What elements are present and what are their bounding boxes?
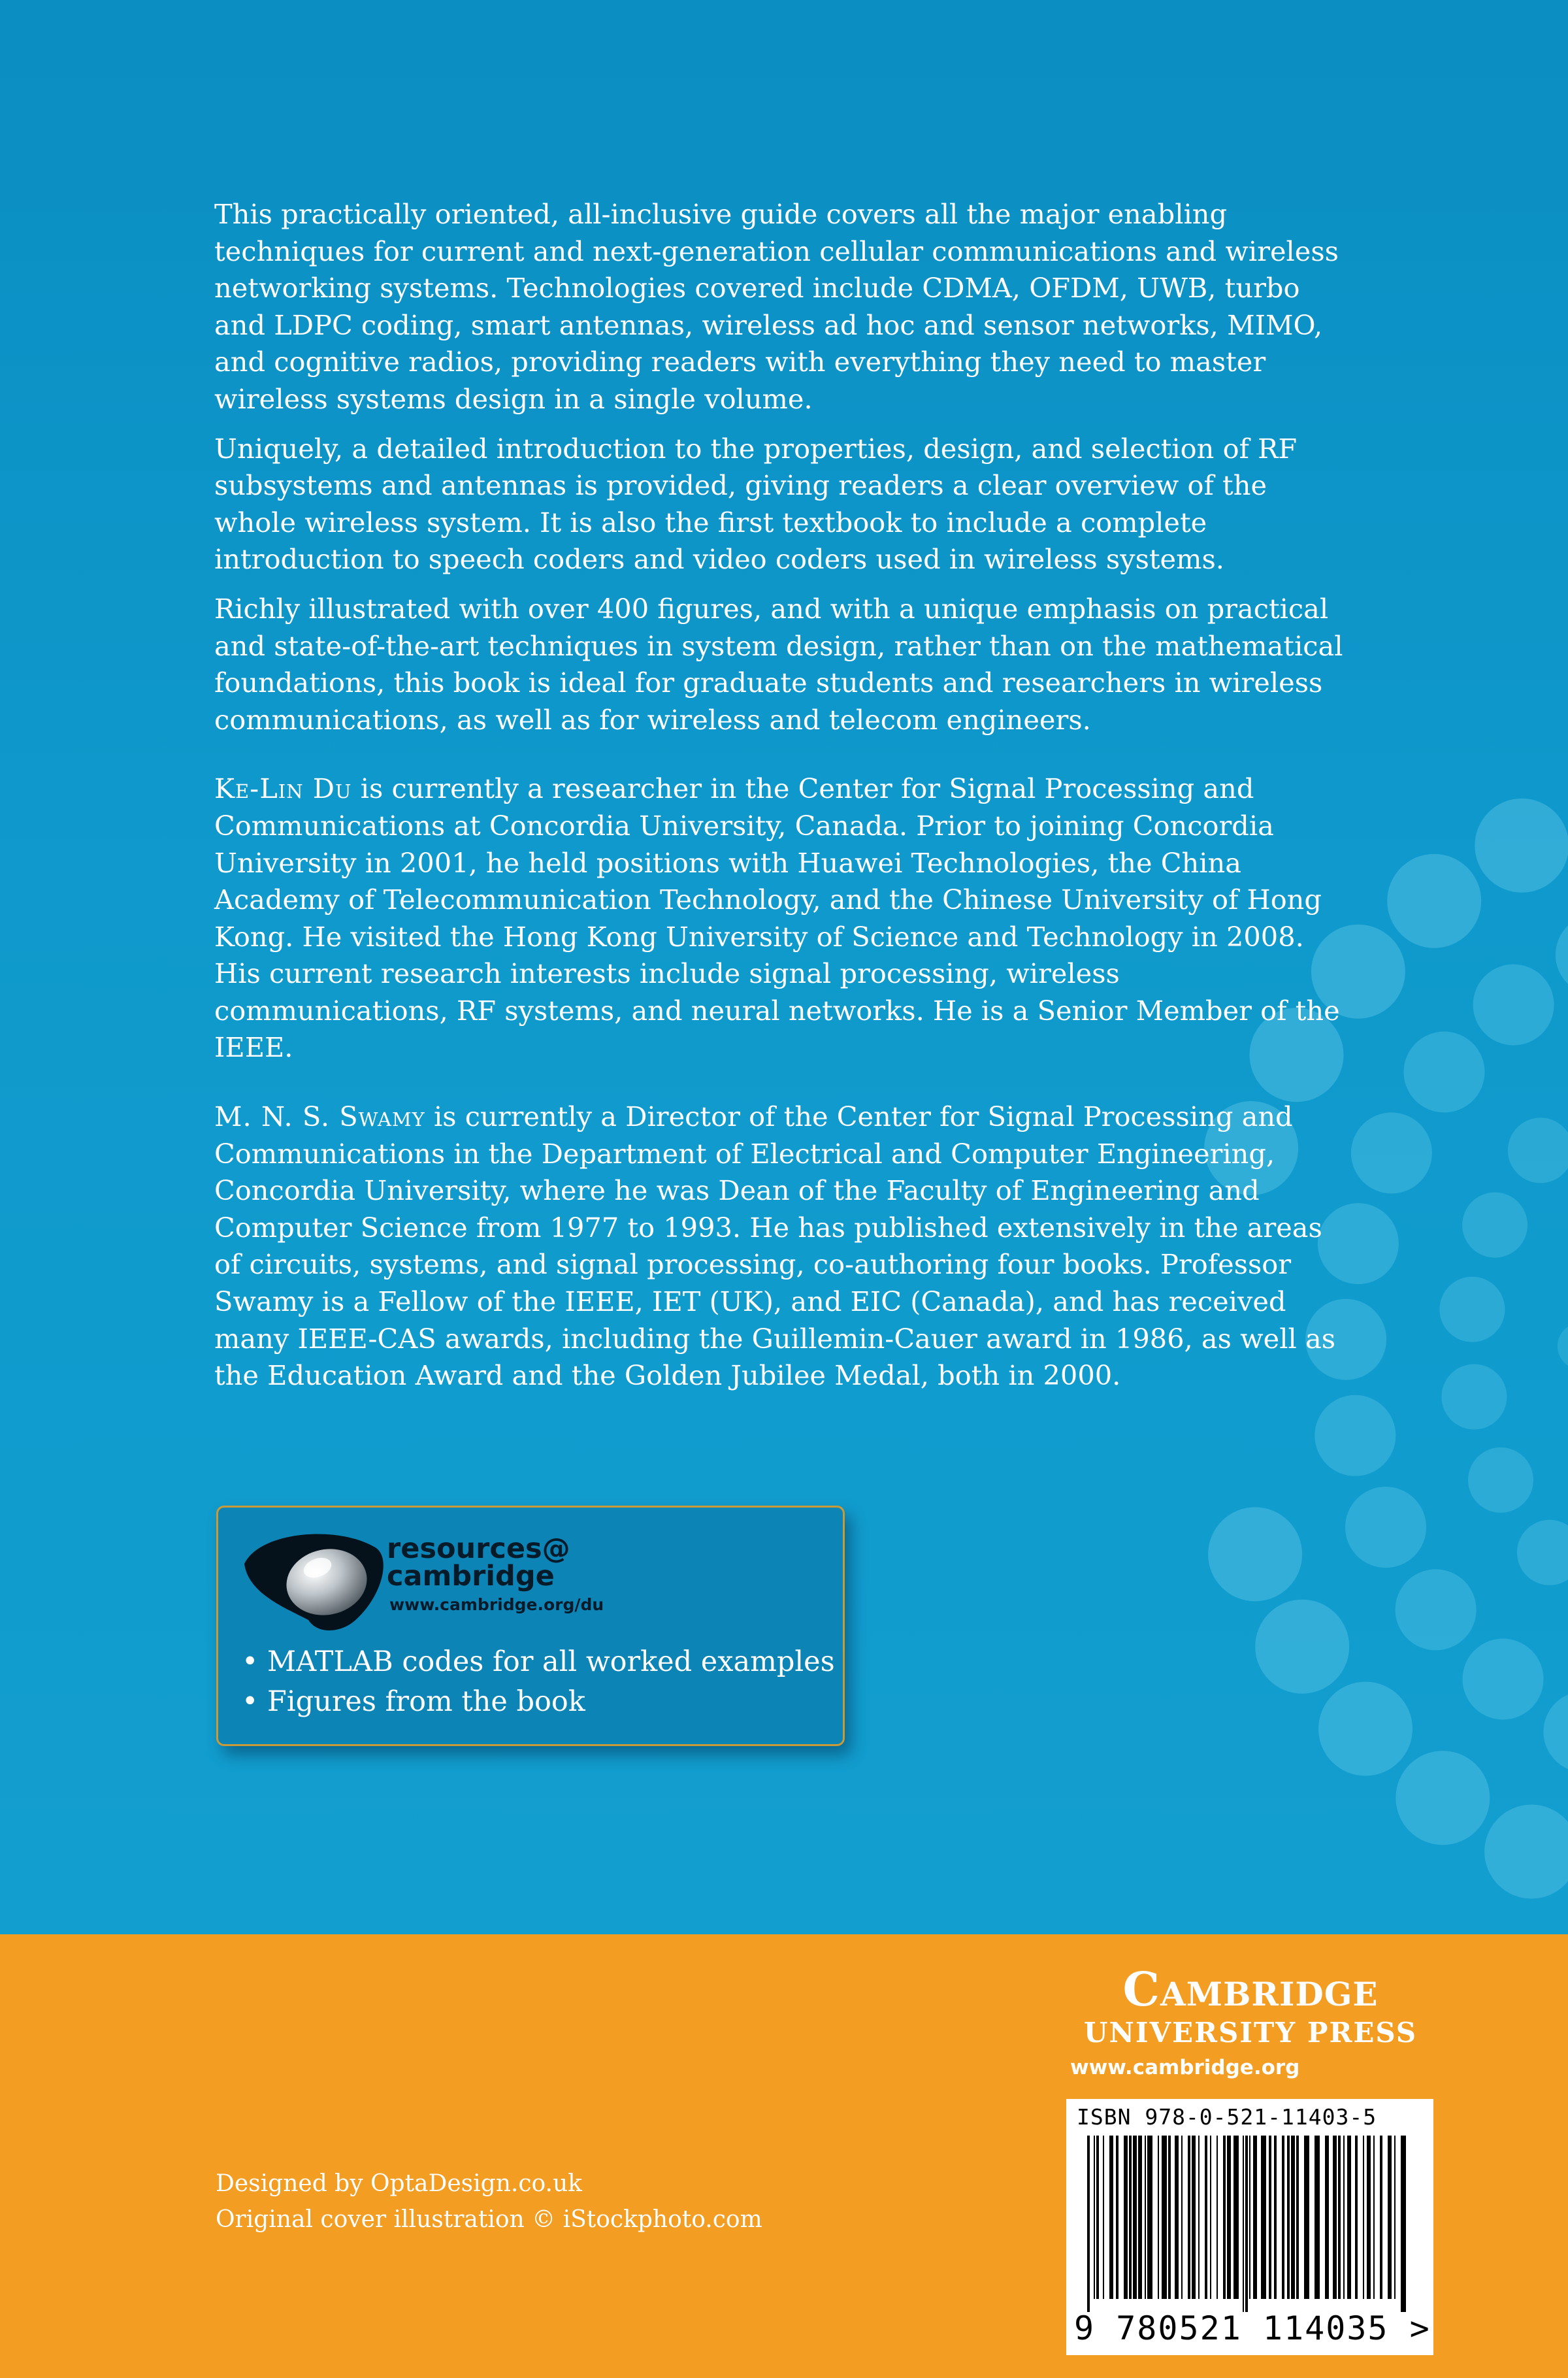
description-paragraph-3: Richly illustrated with over 400 figures, and with a unique emphasis on practical and state-of-the-art techniques in system design, rather than on the mathematical foundations, this book is ideal for graduate students and researchers in wireless communications, as well as for wireless and telecom engineers. (214, 592, 1343, 736)
barcode-bar (1223, 2136, 1226, 2299)
decorative-dot (1543, 1691, 1568, 1772)
decorative-dot (1462, 1193, 1527, 1258)
barcode-bar (1175, 2136, 1179, 2299)
barcode-bars (1074, 2136, 1420, 2312)
resources-list (242, 1642, 835, 1722)
author-name-du: Ke-Lin Du (214, 772, 352, 805)
cambridge-resources-logo-icon (240, 1522, 391, 1636)
description-paragraph-1: This practically oriented, all-inclusive guide covers all the major enabling techniques for current and next-generation cellular communications and wireless networking systems. Technologies covered include CDMA, OFDM, UWB, turbo and LDPC coding, smart antennas, wireless ad hoc and sensor networks, MIMO, and cognitive radios, providing readers with everything they need to master wireless systems design in a single volume. (214, 198, 1339, 415)
publisher-url: www.cambridge.org (1070, 2056, 1300, 2079)
barcode-digits: 9 780521 114035 > (1074, 2309, 1431, 2347)
barcode-bar (1210, 2136, 1211, 2299)
decorative-dot (1396, 1751, 1490, 1845)
barcode-bar (1269, 2136, 1271, 2299)
barcode-bar (1245, 2136, 1248, 2312)
barcode-bar (1124, 2136, 1128, 2299)
resources-title (387, 1532, 570, 1593)
barcode-bar (1261, 2136, 1266, 2299)
barcode-bar (1380, 2136, 1382, 2299)
decorative-dot (1396, 1569, 1477, 1650)
barcode-bar (1338, 2136, 1341, 2299)
barcode-bar (1347, 2136, 1351, 2299)
publisher-subtitle: UNIVERSITY PRESS (1083, 2017, 1418, 2049)
description-paragraph-2: Uniquely, a detailed introduction to the properties, design, and selection of RF subsystems and antennas is provided, giving readers a clear overview of the whole wireless system. It is also the first textbook to include a complete introduction to speech coders and video coders used in wireless systems. (214, 432, 1298, 576)
barcode-bar (1192, 2136, 1196, 2299)
barcode-bar (1109, 2136, 1113, 2299)
barcode-bar (1087, 2136, 1090, 2312)
barcode-bar (1188, 2136, 1190, 2299)
resources-item-matlab: • MATLAB codes for all worked examples (242, 1642, 835, 1682)
barcode-bar (1103, 2136, 1104, 2299)
barcode-bar (1394, 2136, 1396, 2299)
barcode-bar (1296, 2136, 1299, 2299)
author-bio-du-text: is currently a researcher in the Center for Signal Processing and Communications at Concordia University, Canada. Prior to joining Concordia University in 2001, he held positions with Huawei Technologies, the China Academy of Telecommunication Technology, and the Chinese University of Hong Kong. He visited the Hong Kong University of Science and Technology in 2008. His current research interests include signal processing, wireless communications, RF systems, and neural networks. He is a Senior Member of the IEEE. (214, 772, 1340, 1064)
decorative-dot (1345, 1487, 1426, 1568)
decorative-dot (1208, 1507, 1302, 1601)
decorative-dot (1404, 1032, 1485, 1113)
barcode-bar (1162, 2136, 1167, 2299)
barcode-bar (1158, 2136, 1159, 2299)
designer-credit: Designed by OptaDesign.co.uk (216, 2170, 582, 2197)
barcode-bar (1233, 2136, 1239, 2299)
decorative-dot (1463, 1639, 1544, 1720)
back-cover-text (214, 196, 1354, 1407)
isbn-barcode (1066, 2099, 1433, 2355)
decorative-dot (1556, 914, 1568, 995)
barcode-bar (1168, 2136, 1171, 2299)
barcode-bar (1291, 2136, 1295, 2299)
decorative-dot (1473, 965, 1554, 1046)
resources-item-figures: • Figures from the book (242, 1682, 835, 1722)
barcode-bar (1181, 2136, 1183, 2299)
cover-lower-section (0, 1934, 1568, 2378)
barcode-bar (1388, 2136, 1392, 2299)
decorative-dot (1315, 1395, 1396, 1476)
publisher-name: Cambridge (1122, 1962, 1379, 2017)
decorative-dot (1387, 854, 1481, 948)
decorative-dot (1475, 799, 1568, 893)
illustration-credit: Original cover illustration © iStockphoto.com (216, 2206, 762, 2233)
decorative-dot (1517, 1520, 1568, 1585)
decorative-dot (1318, 1682, 1413, 1776)
barcode-bar (1355, 2136, 1358, 2299)
decorative-dot (1439, 1277, 1505, 1342)
barcode-bar (1304, 2136, 1309, 2299)
resources-box (216, 1506, 845, 1746)
barcode-bar (1096, 2136, 1099, 2299)
barcode-bar (1116, 2136, 1119, 2299)
decorative-dot (1484, 1805, 1568, 1899)
barcode-bar (1249, 2136, 1250, 2299)
barcode-bar (1205, 2136, 1207, 2299)
barcode-bar (1129, 2136, 1132, 2299)
barcode-bar (1217, 2136, 1218, 2299)
cover-credits (216, 2166, 762, 2238)
barcode-bar (1287, 2136, 1290, 2299)
author-bio-swamy (214, 1098, 1354, 1395)
author-bio-du (214, 770, 1354, 1066)
author-bio-swamy-text: is currently a Director of the Center for Signal Processing and Communications in the Department of Electrical and Computer Engineering, Concordia University, where he was Dean of the Faculty of Engineering and Computer Science from 1977 to 1993. He has published extensively in the areas of circuits, systems, and signal processing, co-authoring four books. Professor Swamy is a Fellow of the IEEE, IET (UK), and EIC (Canada), and has received many IEEE-CAS awards, including the Guillemin-Cauer award in 1986, as well as the Education Award and the Golden Jubilee Medal, both in 2000. (214, 1100, 1336, 1392)
decorative-dot (1468, 1447, 1533, 1513)
barcode-bar (1315, 2136, 1320, 2299)
barcode-bar (1253, 2136, 1257, 2299)
barcode-bar (1401, 2136, 1406, 2312)
decorative-dot (1558, 1323, 1568, 1370)
barcode-bar (1325, 2136, 1329, 2299)
barcode-bar (1094, 2136, 1095, 2299)
decorative-dot (1255, 1600, 1349, 1694)
barcode-bar (1373, 2136, 1375, 2299)
resources-title-line-1: resources@ (387, 1532, 570, 1565)
barcode-bar (1333, 2136, 1337, 2299)
barcode-bar (1147, 2136, 1152, 2299)
barcode-bar (1133, 2136, 1137, 2299)
barcode-bar (1243, 2136, 1244, 2312)
isbn-label: ISBN 978-0-521-11403-5 (1077, 2104, 1377, 2130)
barcode-bar (1367, 2136, 1371, 2299)
barcode-bar (1274, 2136, 1277, 2299)
barcode-bar (1198, 2136, 1200, 2299)
barcode-bar (1227, 2136, 1231, 2299)
decorative-dot (1508, 1117, 1568, 1183)
resources-url: www.cambridge.org/du (389, 1595, 604, 1614)
author-name-swamy: M. N. S. Swamy (214, 1100, 425, 1133)
decorative-dot (1441, 1364, 1507, 1430)
barcode-bar (1145, 2136, 1146, 2299)
barcode-bar (1363, 2136, 1364, 2299)
decorative-dot (1351, 1112, 1432, 1193)
resources-title-line-2: cambridge (387, 1560, 555, 1593)
barcode-bar (1343, 2136, 1345, 2299)
barcode-bar (1282, 2136, 1284, 2299)
barcode-bar (1138, 2136, 1142, 2299)
